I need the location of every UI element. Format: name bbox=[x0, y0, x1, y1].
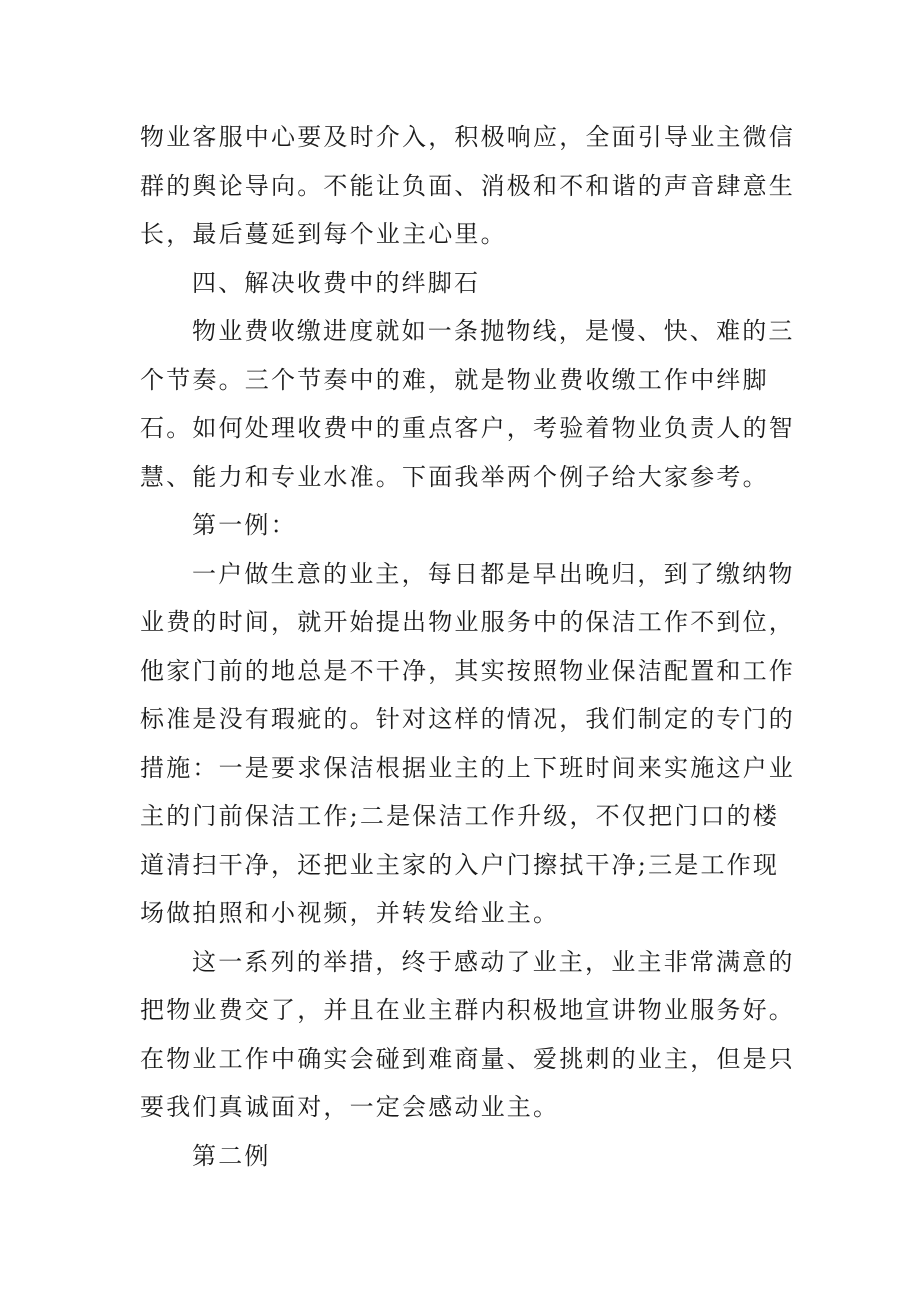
paragraph-example-one-result: 这一系列的举措，终于感动了业主，业主非常满意的把物业费交了，并且在业主群内积极地宣讲物业服务好。在物业工作中确实会碰到难商量、爱挑刺的业主，但是只要我们真诚面对，一定会感动业主。 bbox=[140, 947, 795, 1121]
section-heading-4: 四、解决收费中的绊脚石 bbox=[192, 268, 481, 297]
paragraph-collection-rhythm: 物业费收缴进度就如一条抛物线，是慢、快、难的三个节奏。三个节奏中的难，就是物业费收缴工作中绊脚石。如何处理收费中的重点客户，考验着物业负责人的智慧、能力和专业水准。下面我举两个例子给大家参考。 bbox=[140, 317, 795, 491]
paragraph-intro-continuation: 物业客服中心要及时介入，积极响应，全面引导业主微信群的舆论导向。不能让负面、消极和不和谐的声音肆意生长，最后蔓延到每个业主心里。 bbox=[140, 123, 795, 248]
example-one-label: 第一例： bbox=[192, 511, 297, 539]
paragraph-example-one: 一户做生意的业主，每日都是早出晚归，到了缴纳物业费的时间，就开始提出物业服务中的保洁工作不到位，他家门前的地总是不干净，其实按照物业保洁配置和工作标准是没有瑕疵的。针对这样的情况，我们制定的专门的措施：一是要求保洁根据业主的上下班时间来实施这户业主的门前保洁工作;二是保洁工作升级，不仅把门口的楼道清扫干净，还把业主家的入户门擦拭干净;三是工作现场做拍照和小视频，并转发给业主。 bbox=[140, 559, 795, 927]
example-two-label: 第二例 bbox=[192, 1141, 271, 1170]
document-body bbox=[140, 113, 800, 1180]
